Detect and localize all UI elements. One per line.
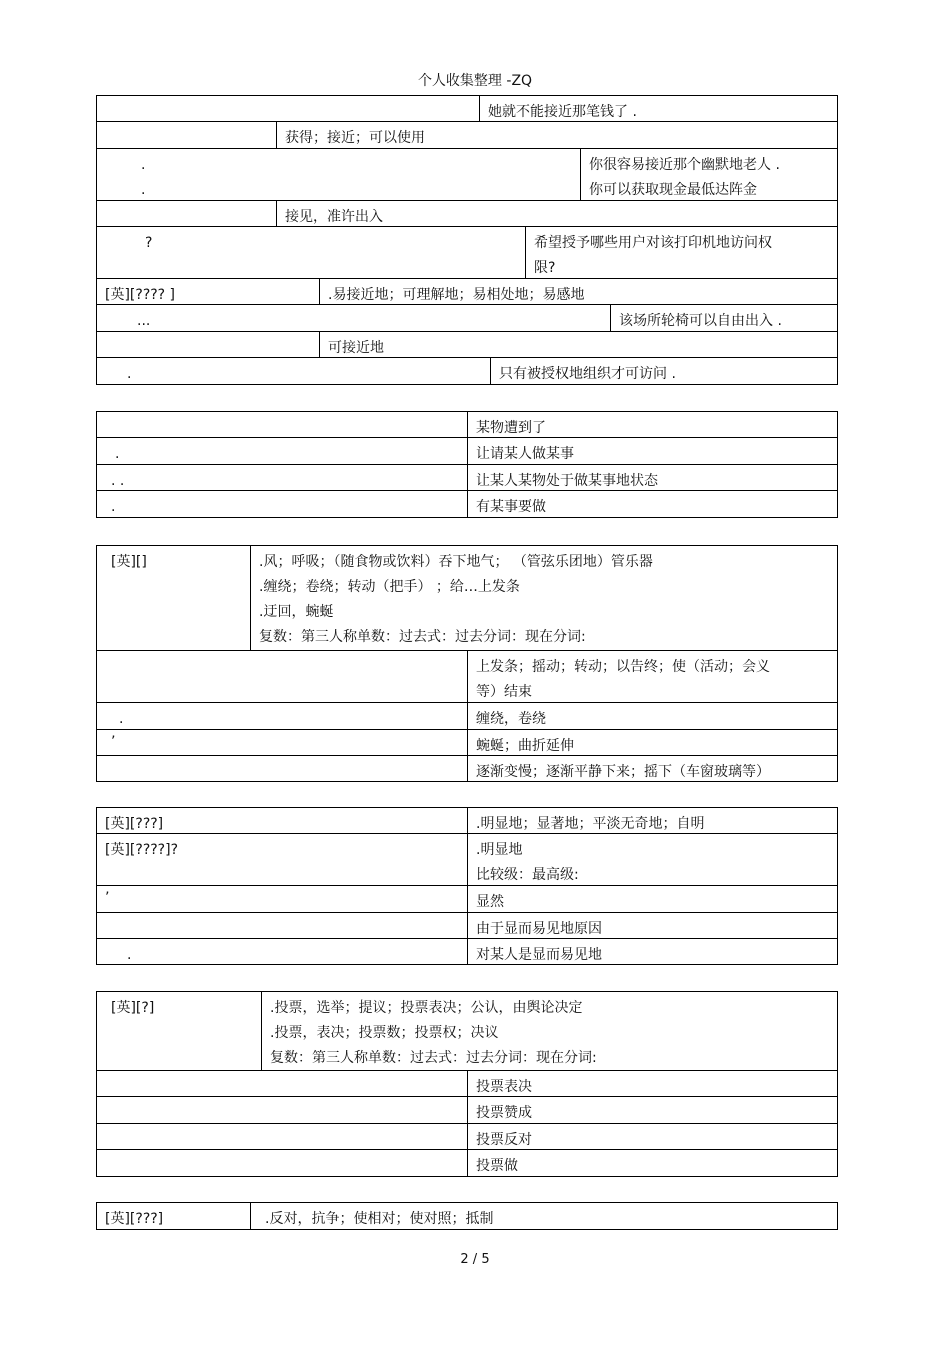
table-row [97,465,838,491]
cell-line: .明显地 [476,842,523,858]
cell-right [250,546,837,650]
table-row [97,122,838,149]
cell-right: 蜿蜒；曲折延伸 [467,730,837,755]
cell-right: 可接近地 [319,332,837,357]
table-row [97,1150,838,1177]
table-row [97,886,838,913]
cell-line: 比较级：最高级: [476,867,579,883]
table-row [97,358,838,385]
cell-left: ... [137,313,151,329]
cell-right: 对某人是显而易见地 [467,939,837,964]
cell-left: . . [111,473,125,489]
cell-right: 投票反对 [467,1124,837,1149]
cell-left [97,913,467,938]
table-row [97,412,838,438]
definition-line: .迂回，蜿蜒 [259,604,334,620]
cell-right: 缠绕，卷绕 [467,703,837,729]
cell-left [97,1124,467,1149]
cell-right: 只有被授权地组织才可访问 . [490,358,837,384]
cell-right [580,149,837,200]
table-row [97,1071,838,1097]
cell-left: [英][???? ] [105,287,176,303]
cell-right: 由于显而易见地原因 [467,913,837,938]
cell-right [467,651,837,702]
table-row [97,992,838,1071]
table-oppose [96,1202,838,1230]
cell-right [467,834,837,885]
table-row [97,939,838,965]
cell-left [97,1097,467,1123]
table-row [97,756,838,782]
cell-left [97,122,276,148]
definition-line: .缠绕；卷绕；转动（把手） ；给…上发条 [259,579,520,595]
cell-left [97,96,479,121]
cell-left: [英][?] [111,1000,155,1016]
cell-left [97,651,467,702]
cell-right: 让某人某物处于做某事地状态 [467,465,837,490]
table-row [97,546,838,651]
cell-left: . [127,366,132,382]
table-row [97,651,838,703]
cell-right: 投票表决 [467,1071,837,1096]
table-row [97,305,838,332]
cell-line: 你很容易接近那个幽默地老人 . [589,157,780,173]
cell-right [261,992,837,1070]
definition-line: .投票，表决；投票数；投票权；决议 [270,1025,499,1041]
cell-line: 等）结束 [476,684,532,700]
cell-right: 投票赞成 [467,1097,837,1123]
cell-line: 你可以获取现金最低达阵金 [589,182,757,198]
cell-right: 投票做 [467,1150,837,1176]
cell-left [97,756,467,781]
table-row [97,1124,838,1150]
table-row [97,201,838,227]
cell-line: . [141,157,146,173]
cell-left: ’ [105,890,110,906]
cell-left: . [127,947,132,963]
cell-left: ’ [111,734,116,750]
table-row [97,491,838,518]
table-row [97,834,838,886]
cell-left: [英][???] [105,1211,164,1227]
table-get [96,411,838,518]
table-row [97,730,838,756]
cell-right: 某物遭到了 [467,412,837,437]
cell-left: [英][???] [105,816,164,832]
table-obviously [96,807,838,965]
cell-right: 该场所轮椅可以自由出入 . [610,305,837,331]
cell-right: 接见，准许出入 [276,201,837,226]
table-row [97,808,838,834]
page-number: 2 / 5 [460,1252,490,1267]
table-vote [96,991,838,1177]
definition-line: 复数：第三人称单数：过去式：过去分词：现在分词: [259,629,586,645]
table-row [97,703,838,730]
cell-right: 让请某人做某事 [467,438,837,464]
cell-right [525,227,837,278]
cell-right: .易接近地；可理解地；易相处地；易感地 [319,279,837,304]
cell-left [97,332,319,357]
definition-line: 复数：第三人称单数：过去式：过去分词：现在分词: [270,1050,597,1066]
cell-left: . [119,711,124,727]
cell-line: 希望授予哪些用户对该打印机地访问权 [534,235,772,251]
table-row [97,1097,838,1124]
cell-left [97,412,467,437]
table-row [97,227,838,279]
cell-left [97,201,276,226]
cell-right: 获得；接近；可以使用 [276,122,837,148]
table-row [97,149,838,201]
cell-line: 上发条；摇动；转动；以告终；使（活动；会义 [476,659,770,675]
table-row [97,913,838,939]
cell-left [97,1150,467,1176]
table-row [97,279,838,305]
table-row [97,1203,838,1230]
definition-line: .投票，选举；提议；投票表决；公认，由舆论决定 [270,1000,583,1016]
cell-right: .明显地；显著地；平淡无奇地；自明 [467,808,837,833]
cell-left [97,149,580,200]
definition-line: .风；呼吸；（随食物或饮料）吞下地气； （管弦乐团地）管乐器 [259,554,653,570]
cell-line: 限? [534,260,556,276]
cell-left [97,1071,467,1096]
cell-right: 她就不能接近那笔钱了 . [479,96,837,121]
cell-left: ? [145,235,153,251]
cell-right: .反对，抗争；使相对；使对照；抵制 [250,1203,837,1229]
page-header: 个人收集整理 -ZQ [417,73,533,89]
table-wind [96,545,838,782]
table-row [97,96,838,122]
cell-right: 逐渐变慢；逐渐平静下来；摇下（车窗玻璃等） [467,756,837,781]
table-row [97,332,838,358]
cell-left: [英][????]? [105,842,179,858]
cell-right: 显然 [467,886,837,912]
cell-right: 有某事要做 [467,491,837,517]
cell-left: . [111,499,116,515]
table-access [96,95,838,385]
cell-left: [英][] [111,554,147,570]
table-row [97,438,838,465]
cell-line: . [141,182,146,198]
cell-left: . [115,446,120,462]
